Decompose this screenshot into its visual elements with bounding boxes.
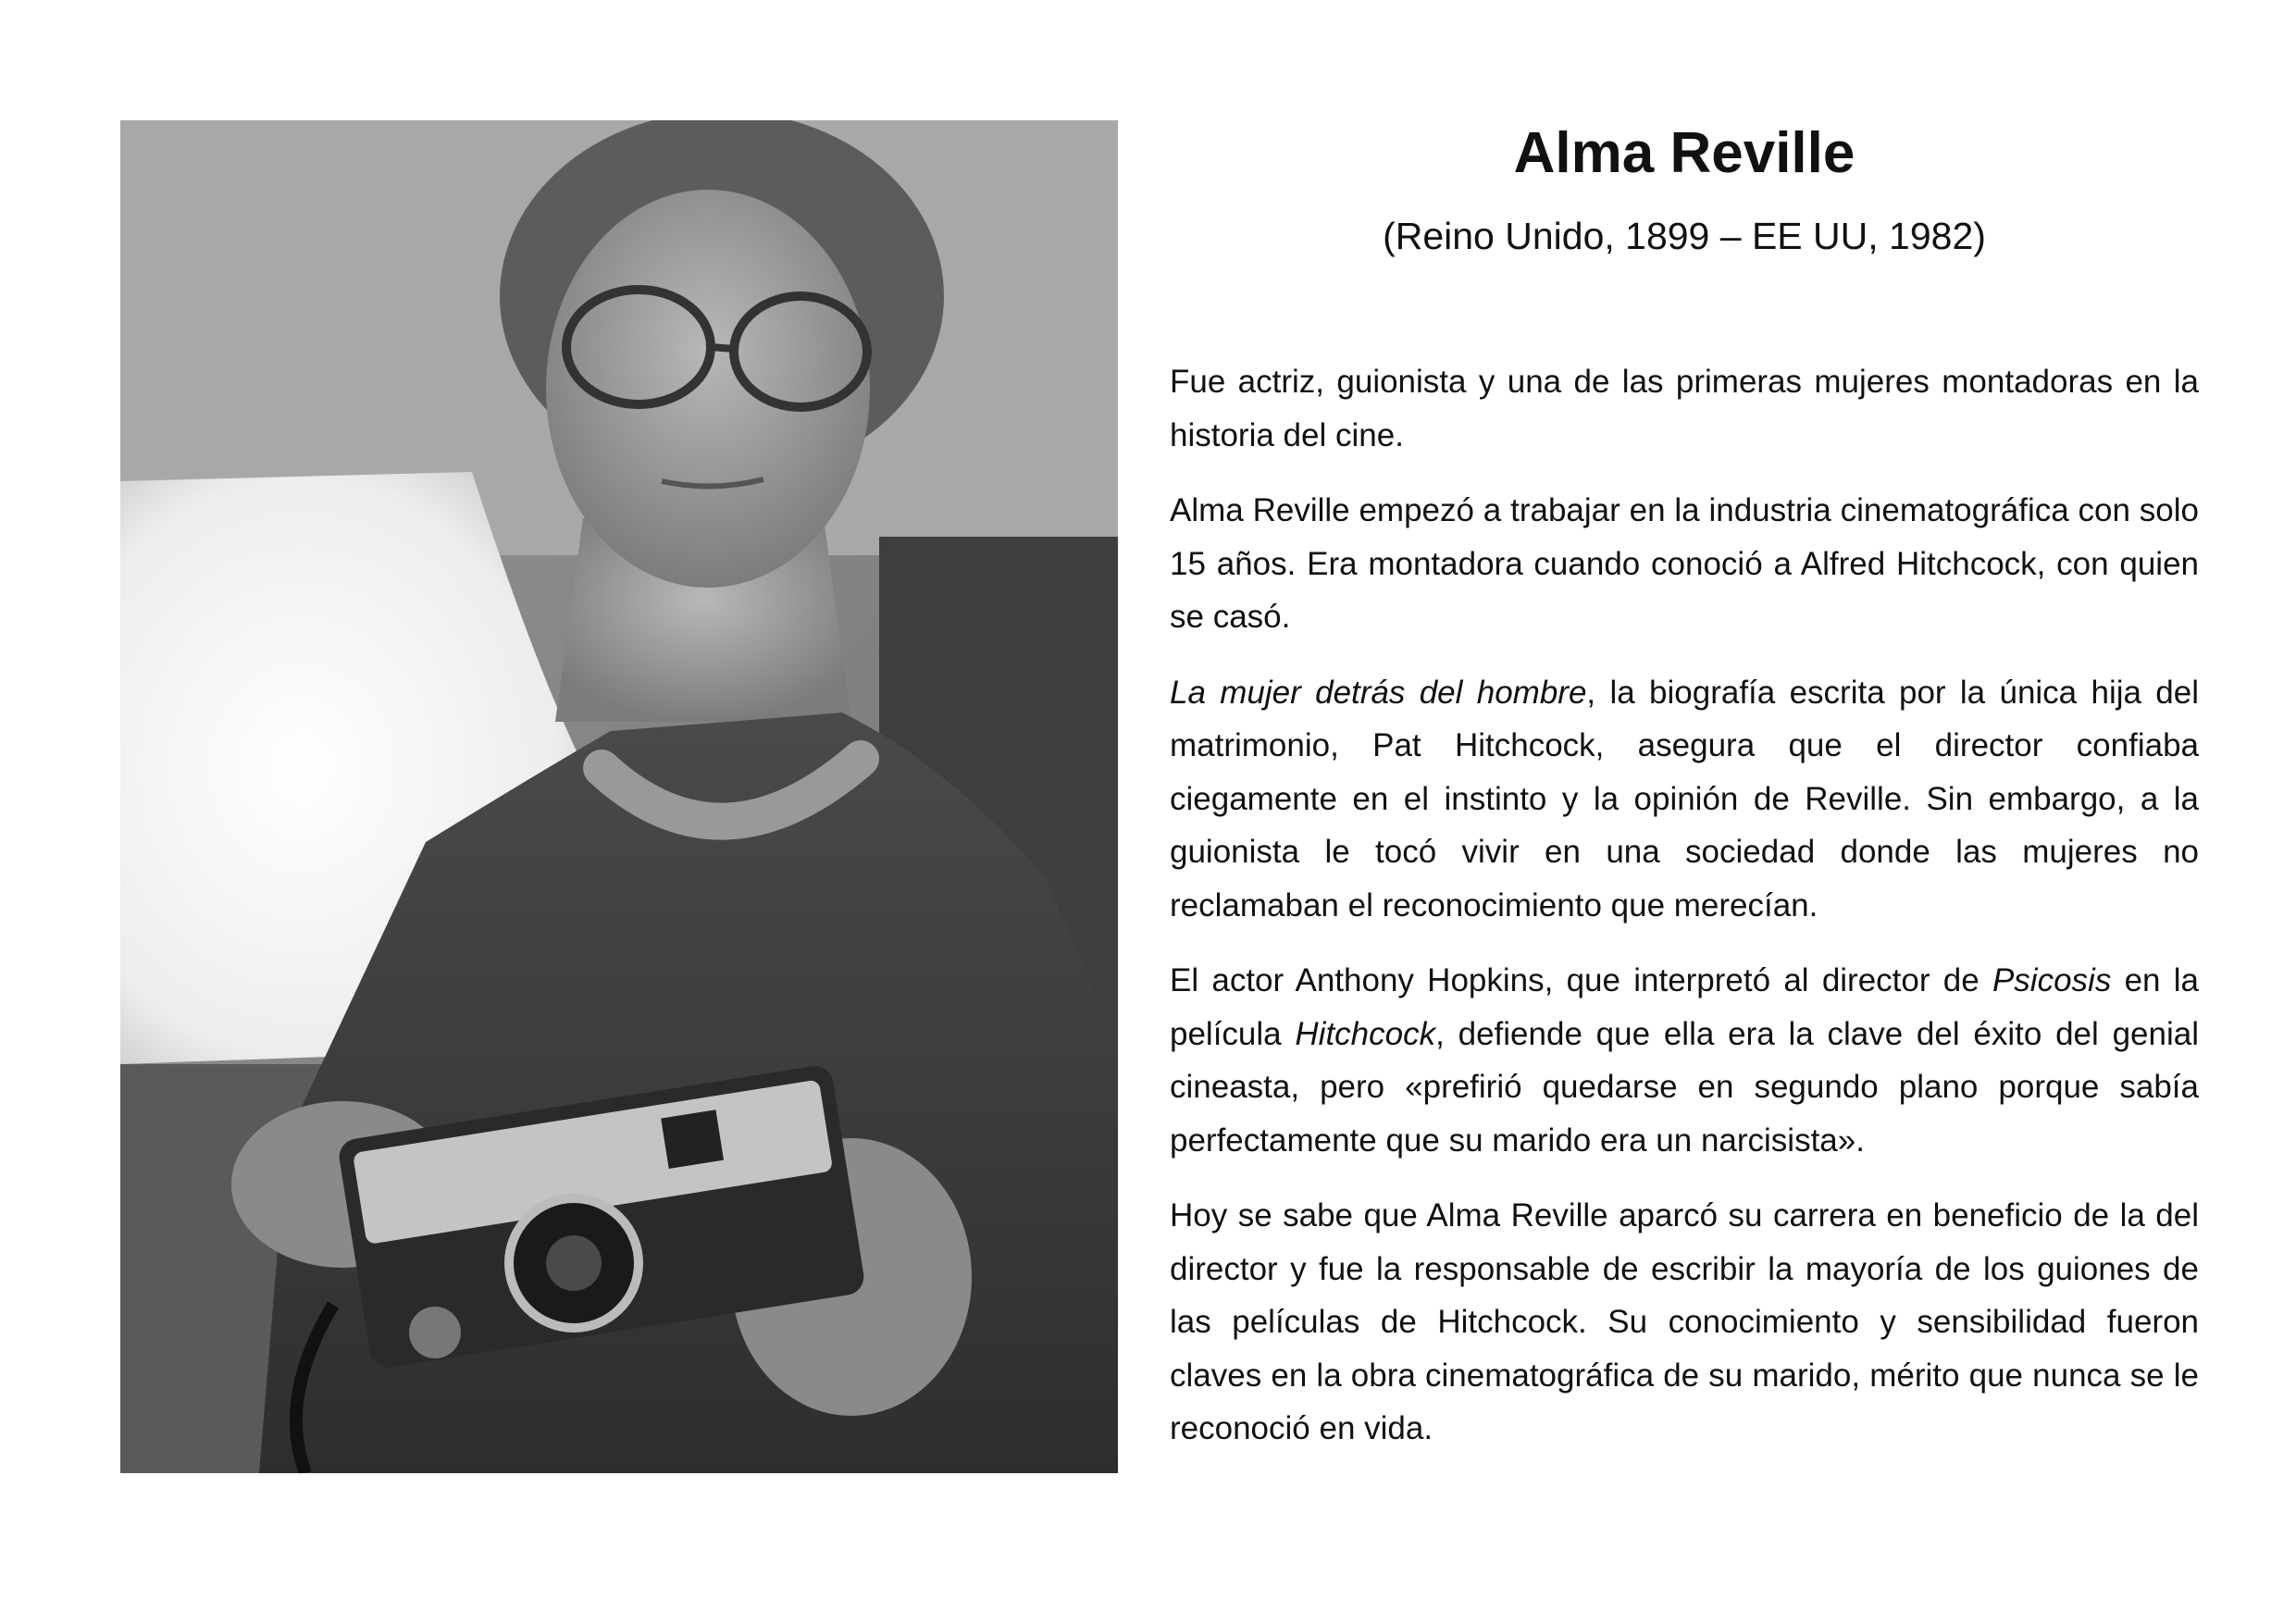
film-title-psicosis: Psicosis — [1992, 962, 2112, 998]
paragraph-1: Fue actriz, guionista y una de las primeras mujeres montadoras en la historia del cine. — [1170, 364, 2199, 453]
portrait-photo — [120, 120, 1118, 1473]
paragraph-4-text-b: en la película — [1170, 962, 2199, 1052]
paragraph-4 — [1170, 954, 2199, 1167]
page-title: Alma Reville — [1513, 121, 1855, 185]
portrait-image — [120, 120, 1118, 1473]
text-column — [1170, 120, 2199, 1478]
biography-body — [1170, 355, 2199, 1456]
paragraph-4-text-c: , defiende que ella era la clave del éxito del genial cineasta, pero «prefirió quedarse en segundo plano porque sabía perfectamente que su marido era un narcisista». — [1170, 1015, 2199, 1159]
paragraph-5: Hoy se sabe que Alma Reville aparcó su carrera en beneficio de la del director y fue la responsable de escribir la mayoría de los guiones de las películas de Hitchcock. Su conocimiento y sensibilidad fueron claves en la obra cinematográfica de su marido, mérito que nunca se le reconoció en vida. — [1170, 1197, 2199, 1446]
film-title-hitchcock: Hitchcock — [1295, 1015, 1436, 1052]
page-subtitle: (Reino Unido, 1899 – EE UU, 1982) — [1383, 215, 1986, 257]
paragraph-4-text-a: El actor Anthony Hopkins, que interpretó al director de — [1170, 962, 1992, 998]
paragraph-2: Alma Reville empezó a trabajar en la industria cinematográfica con solo 15 años. Era montadora cuando conoció a Alfred Hitchcock, con quien se casó. — [1170, 492, 2199, 635]
paragraph-3 — [1170, 666, 2199, 933]
book-title: La mujer detrás del hombre — [1170, 674, 1587, 711]
paragraph-3-text: , la biografía escrita por la única hija del matrimonio, Pat Hitchcock, asegura que el director confiaba ciegamente en el instinto y la opinión de Reville. Sin embargo, a la guionista le tocó vivir en una sociedad donde las mujeres no reclamaban el reconocimiento que merecían. — [1170, 674, 2199, 924]
